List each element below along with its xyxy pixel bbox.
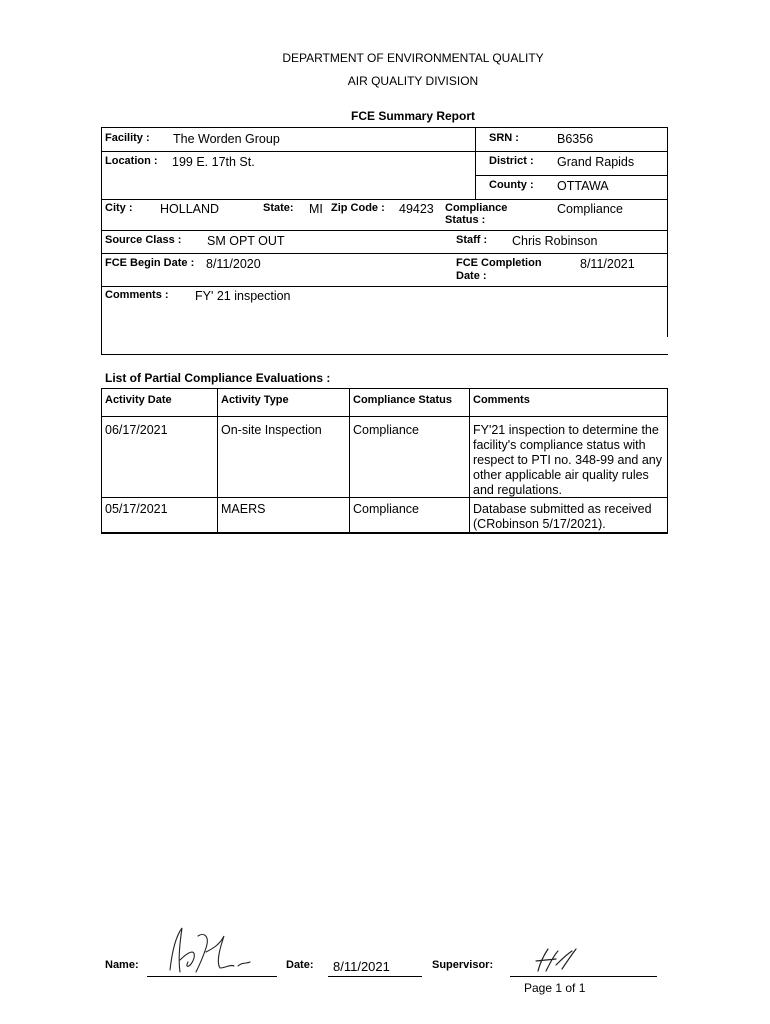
source-class-label: Source Class : <box>105 234 182 246</box>
comments-cell: Database submitted as received (CRobinson 5/17/2021). <box>473 502 652 531</box>
district-label: District : <box>489 155 534 167</box>
city-label: City : <box>105 202 133 214</box>
fce-begin-value: 8/11/2020 <box>206 257 261 271</box>
date-value: 8/11/2021 <box>333 959 390 974</box>
column-header-activity-date: Activity Date <box>105 394 172 406</box>
staff-value: Chris Robinson <box>512 234 598 248</box>
compliance-status-label: Compliance <box>445 202 508 214</box>
source-class-value: SM OPT OUT <box>207 234 285 248</box>
state-value: MI <box>309 202 323 216</box>
facility-value: The Worden Group <box>173 132 280 146</box>
department-heading: DEPARTMENT OF ENVIRONMENTAL QUALITY <box>282 51 544 65</box>
fce-begin-label: FCE Begin Date : <box>105 257 195 269</box>
city-value: HOLLAND <box>160 202 220 216</box>
date-label: Date: <box>286 959 314 971</box>
report-title: FCE Summary Report <box>350 109 476 123</box>
county-value: OTTAWA <box>557 179 609 193</box>
state-label: State: <box>263 202 294 214</box>
compliance-status-label-2: Status : <box>445 214 486 226</box>
pce-list-title: List of Partial Compliance Evaluations : <box>105 371 331 385</box>
page-number: Page 1 of 1 <box>524 981 586 995</box>
district-value: Grand Rapids <box>557 155 635 169</box>
location-value: 199 E. 17th St. <box>172 155 255 169</box>
srn-label: SRN : <box>489 132 519 144</box>
activity-date-cell: 05/17/2021 <box>105 502 168 516</box>
county-label: County : <box>489 179 534 191</box>
column-header-activity-type: Activity Type <box>221 394 289 406</box>
fce-completion-value: 8/11/2021 <box>580 257 635 271</box>
fce-completion-label: FCE Completion <box>456 257 542 269</box>
fce-completion-label-2: Date : <box>456 270 487 282</box>
supervisor-label: Supervisor: <box>432 959 494 971</box>
signature-image <box>158 922 258 978</box>
comments-label: Comments : <box>105 289 169 301</box>
comments-cell: FY'21 inspection to determine the facility's compliance status with respect to PTI no. 348-99 and any other applicable air quality rules and regulations. <box>473 423 663 497</box>
compliance-status-cell: Compliance <box>353 423 420 437</box>
supervisor-initials-image <box>532 945 582 975</box>
activity-date-cell: 06/17/2021 <box>105 423 168 437</box>
name-label: Name: <box>105 959 139 971</box>
column-header-compliance-status: Compliance Status <box>353 394 453 406</box>
division-heading: AIR QUALITY DIVISION <box>347 74 479 88</box>
activity-type-cell: MAERS <box>221 502 266 516</box>
zip-value: 49423 <box>399 202 434 216</box>
facility-label: Facility : <box>105 132 150 144</box>
comments-value: FY' 21 inspection <box>195 289 291 303</box>
srn-value: B6356 <box>557 132 594 146</box>
column-header-comments: Comments <box>473 394 530 406</box>
compliance-status-cell: Compliance <box>353 502 420 516</box>
compliance-status-value: Compliance <box>557 202 624 216</box>
location-label: Location : <box>105 155 158 167</box>
zip-label: Zip Code : <box>331 202 385 214</box>
staff-label: Staff : <box>456 234 488 246</box>
supervisor-signature-line <box>510 976 657 977</box>
activity-type-cell: On-site Inspection <box>221 423 322 437</box>
date-line <box>328 976 422 977</box>
